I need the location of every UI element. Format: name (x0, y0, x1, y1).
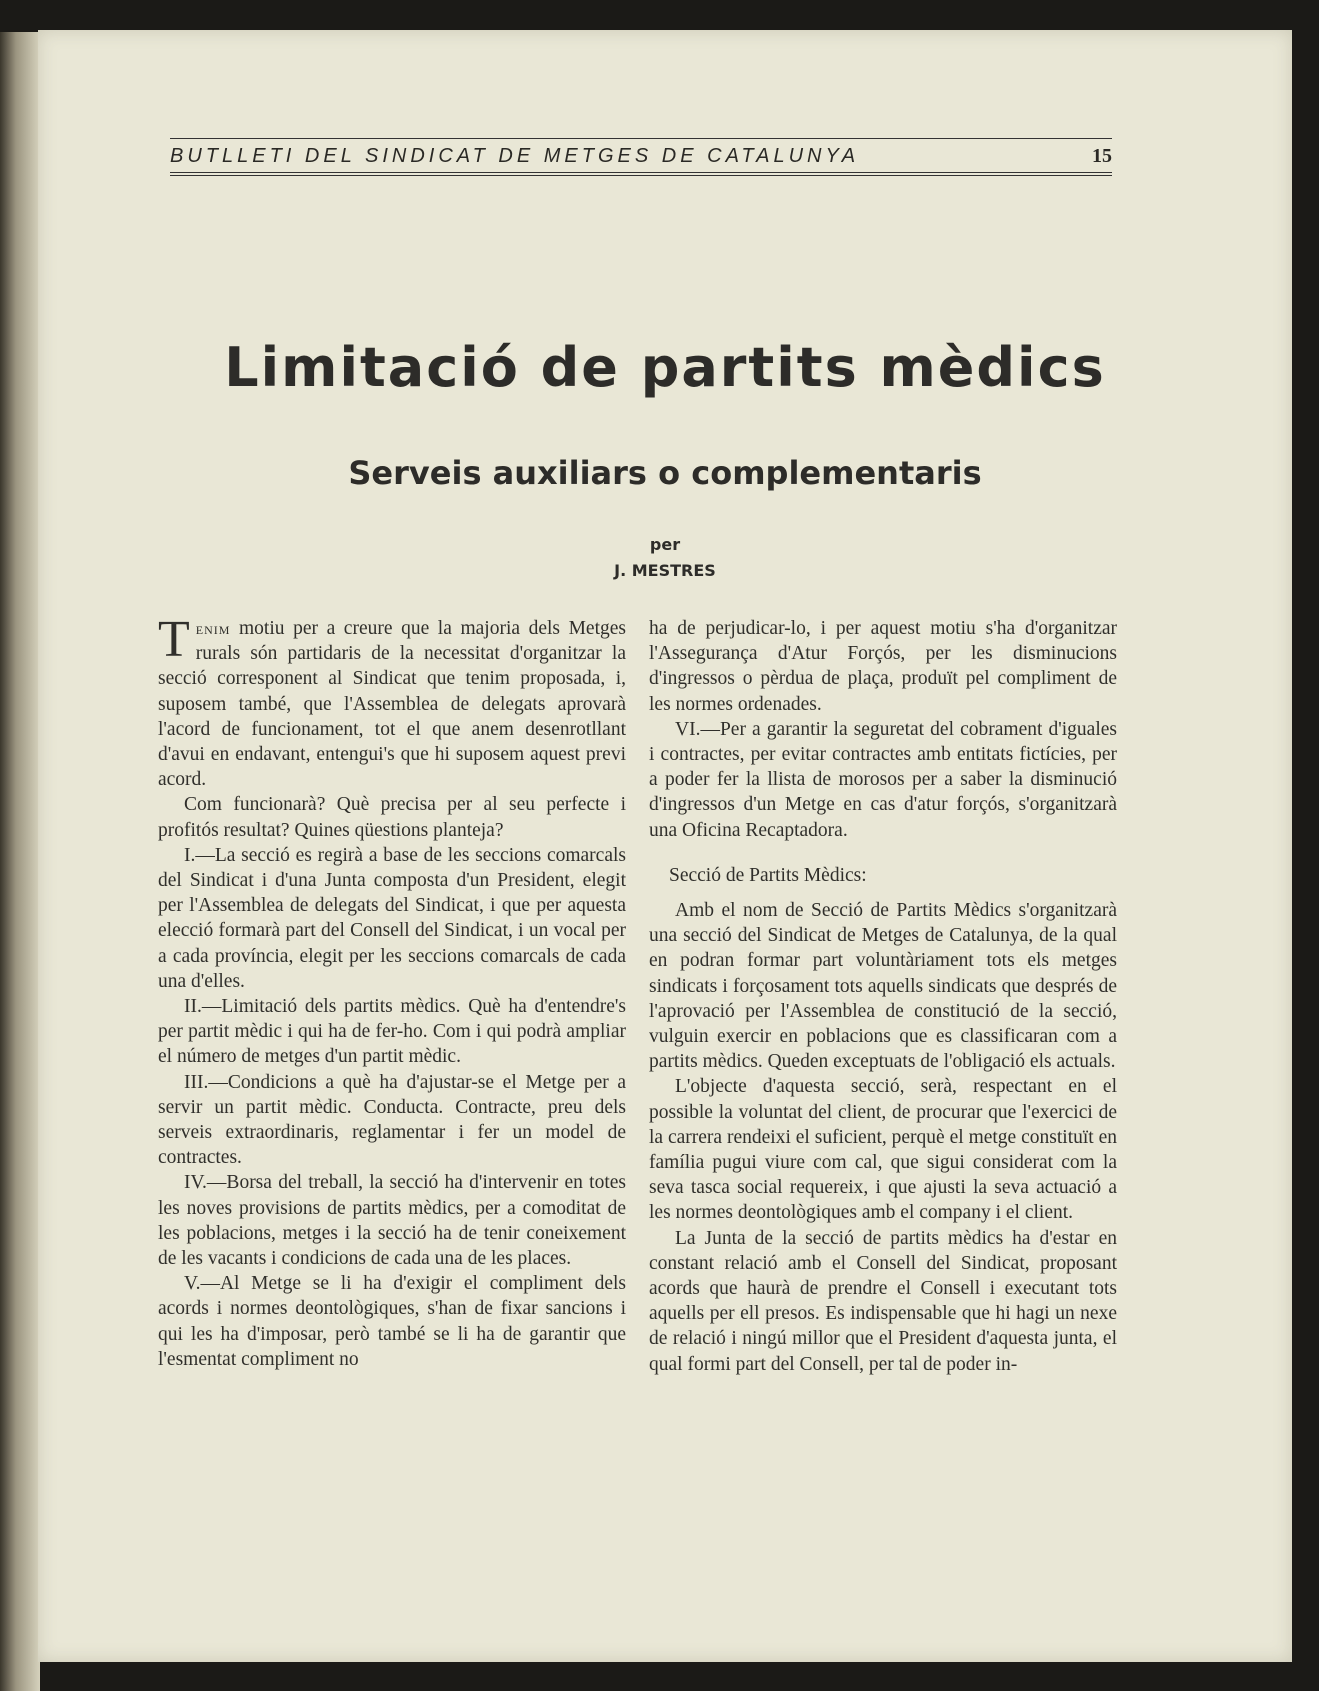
book-spine-edge (0, 32, 40, 1691)
paragraph: VI.—Per a garantir la seguretat del cobrament d'iguales i contractes, per evitar contractes amb entitats fictícies, per a poder fer la llista de morosos per a saber la disminució d'ingressos d'un Metge en cas d'atur forçós, s'organitzarà una Oficina Recaptadora. (649, 718, 1117, 841)
paragraph (158, 611, 626, 792)
byline-per: per (649, 535, 681, 554)
paragraph: La Junta de la secció de partits mèdics ha d'estar en constant relació amb el Consell del Sindicat, proposant acords que haurà de prendre el Consell i executant tots aquells per ell presos. Es indispensable que hi hagi un nexe de relació i ningú millor que el President d'aquesta junta, el qual formi part del Consell, per tal de poder in- (649, 1227, 1117, 1375)
paragraph-text: motiu per a creure que la majoria dels Metges rurals són partidaris de la necessitat d'organitzar la secció corresponent al Sindicat que tenim proposada, i, suposem també, que l'Assemblea de delegats aprovarà l'acord de funcionament, tot el que anem desenrotllant d'avui en endavant, entengui's que hi suposem aquest previ acord. (158, 618, 626, 791)
paragraph: ha de perjudicar-lo, i per aquest motiu s'ha d'organitzar l'Assegurança d'Atur Forçós, per les disminucions d'ingressos o pèrdua de plaça, produït pel compliment de les normes ordenades. (649, 618, 1117, 715)
paragraph: L'objecte d'aquesta secció, serà, respectant en el possible la voluntat del client, de procurar que l'exercici de la carrera rendeixi el suficient, perquè el metge constituït en família pugui viure com cal, que sigui considerat com la seva tasca social requereix, i que ajusti la seva actuació a les normes deontològiques amb el company i el client. (649, 1076, 1117, 1224)
header-rule-bottom (170, 172, 1112, 173)
running-header (170, 138, 1112, 176)
paragraph: IV.—Borsa del treball, la secció ha d'intervenir en totes les noves provisions de partits mèdics, per a comoditat de les poblacions, metges i la secció ha de tenir coneixement de les vacants i condicions de cada una de les places. (158, 1172, 626, 1270)
right-column (649, 616, 1117, 1377)
section-heading: Secció de Partits Mèdics: (669, 864, 867, 886)
paragraph: II.—Limitació dels partits mèdics. Què ha d'entendre's per partit mèdic i qui ha de fer-ho. Com i qui podrà ampliar el número de metges d'un partit mèdic. (158, 996, 626, 1068)
paragraph: Amb el nom de Secció de Partits Mèdics s'organitzarà una secció del Sindicat de Metges de Catalunya, de la qual en podran formar part voluntàriament tots els metges sindicats i forçosament tots aquells sindicats que després de l'aprovació per l'Assemblea de constitució de la secció, vulguin exercir en poblacions que es classificaran com a partits mèdics. Queden exceptuats de l'obligació els actuals. (649, 900, 1117, 1073)
paragraph: III.—Condicions a què ha d'ajustar-se el Metge per a servir un partit mèdic. Conducta. Contracte, preu dels serveis extraordinaris, reglamentar i fer un model de contractes. (158, 1071, 626, 1169)
left-column (158, 611, 626, 1372)
document-page (38, 30, 1292, 1662)
page-number: 15 (1092, 145, 1112, 167)
author-name: J. MESTRES (614, 561, 716, 580)
drop-cap: T (158, 611, 190, 668)
running-title: BUTLLETI DEL SINDICAT DE METGES DE CATALUNYA (170, 145, 860, 167)
header-rule-top (170, 138, 1112, 139)
byline (38, 532, 1292, 584)
first-word: enim (195, 619, 231, 638)
paragraph: V.—Al Metge se li ha d'exigir el compliment dels acords i normes deontològiques, s'han de fixar sancions i qui les ha d'imposar, però també se li ha de garantir que l'esmentat compliment no (158, 1273, 626, 1370)
header-rule-bottom-double (170, 175, 1112, 176)
paragraph: I.—La secció es regirà a base de les seccions comarcals del Sindicat i d'una Junta composta d'un President, elegit per l'Assemblea de delegats del Sindicat, i que per aquesta elecció formarà part del Consell del Sindicat, i un vocal per a cada província, elegit per les seccions comarcals de cada una d'elles. (158, 844, 626, 992)
article-subtitle: Serveis auxiliars o complementaris (348, 454, 982, 492)
paragraph: Com funcionarà? Què precisa per al seu perfecte i profitós resultat? Quines qüestions planteja? (158, 794, 626, 841)
article-title: Limitació de partits mèdics (224, 336, 1106, 399)
